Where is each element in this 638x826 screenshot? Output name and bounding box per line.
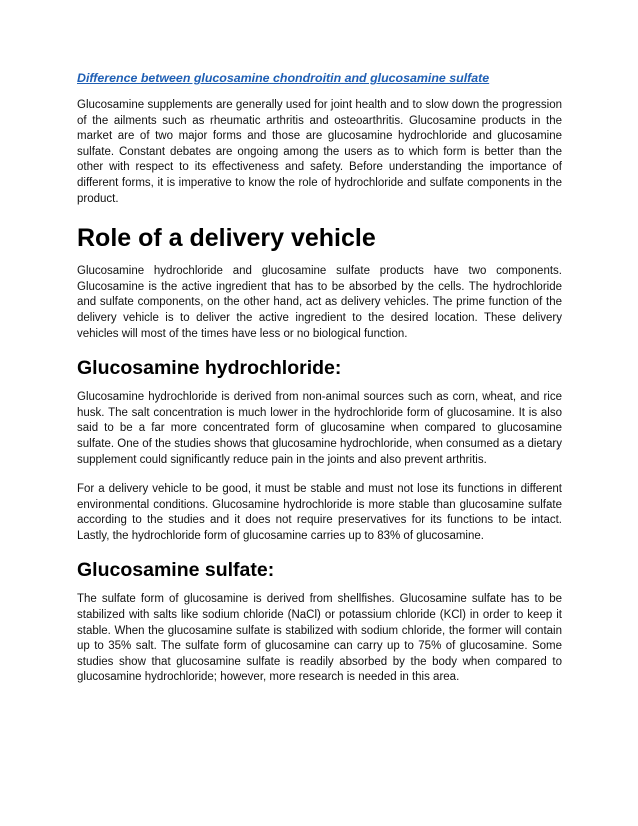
delivery-vehicle-paragraph: Glucosamine hydrochloride and glucosamine sulfate products have two components. Glucosamine is the active ingredient that has to be absorbed by the cells. The hydrochloride and sulfate components, on the other hand, act as delivery vehicles. The prime function of the delivery vehicle is to deliver the active ingredient to the desired location. These delivery vehicles will most of the times have less or no biological function.	[77, 265, 562, 340]
hydrochloride-paragraph-1: Glucosamine hydrochloride is derived from non-animal sources such as corn, wheat, and rice husk. The salt concentration is much lower in the hydrochloride form of glucosamine. It is also said to be a far more concentrated form of glucosamine when compared to glucosamine sulfate. One of the studies shows that glucosamine hydrochloride, when consumed as a dietary supplement could significantly reduce pain in the joints and also prevent arthritis.	[77, 391, 562, 466]
intro-paragraph: Glucosamine supplements are generally used for joint health and to slow down the progression of the ailments such as rheumatic arthritis and osteoarthritis. Glucosamine products in the market are of two major forms and those are glucosamine hydrochloride and glucosamine sulfate. Constant debates are ongoing among the users as to which form is better than the other with respect to its effectiveness and safety. Before understanding the importance of different forms, it is imperative to know the role of hydrochloride and sulfate components in the product.	[77, 99, 562, 205]
section-heading-sulfate: Glucosamine sulfate:	[77, 559, 275, 582]
article-title-link[interactable]: Difference between glucosamine chondroitin and glucosamine sulfate	[77, 71, 490, 85]
section-heading-delivery-vehicle: Role of a delivery vehicle	[77, 224, 376, 253]
sulfate-paragraph: The sulfate form of glucosamine is derived from shellfishes. Glucosamine sulfate has to be stabilized with salts like sodium chloride (NaCl) or potassium chloride (KCl) in order to keep it stable. When the glucosamine sulfate is stabilized with sodium chloride, the former will contain up to 35% salt. The sulfate form of glucosamine can carry up to 75% of glucosamine. Some studies show that glucosamine sulfate is readily absorbed by the body when compared to glucosamine hydrochloride; however, more research is needed in this area.	[77, 593, 562, 684]
section-heading-hydrochloride: Glucosamine hydrochloride:	[77, 357, 342, 380]
hydrochloride-paragraph-2: For a delivery vehicle to be good, it must be stable and must not lose its functions in different environmental conditions. Glucosamine hydrochloride is more stable than glucosamine sulfate according to the studies and it does not require preservatives for its functions to be intact. Lastly, the hydrochloride form of glucosamine carries up to 83% of glucosamine.	[77, 483, 562, 542]
